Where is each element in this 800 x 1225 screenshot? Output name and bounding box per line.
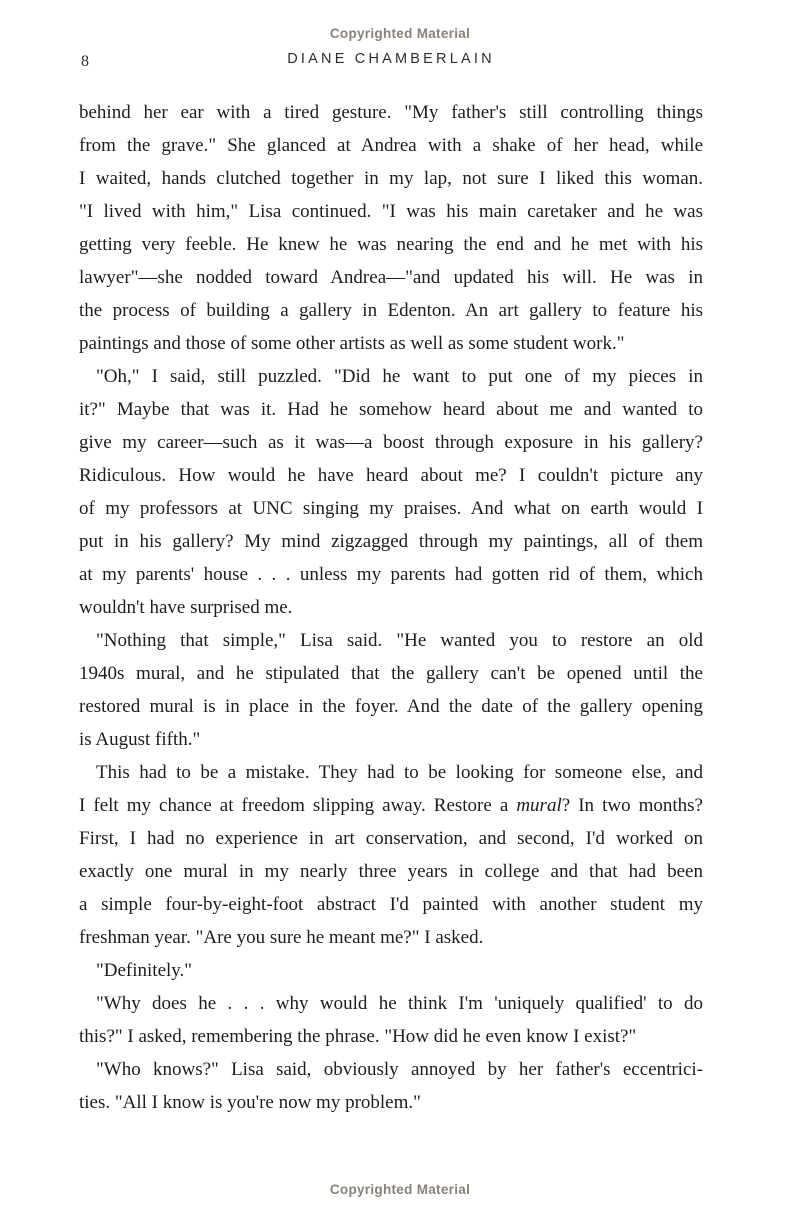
paragraph [79,987,703,1053]
body-text [79,96,703,1119]
paragraph [79,1053,703,1119]
body-line: First, I had no experience in art conservation, and second, I'd worked on [79,828,703,849]
body-line: exactly one mural in my nearly three years in college and that had been [79,861,703,882]
body-line: 1940s mural, and he stipulated that the gallery can't be opened until the [79,663,703,684]
body-line: it?" Maybe that was it. Had he somehow heard about me and wanted to [79,399,703,420]
text-segment: ? In two months? [561,795,703,816]
body-line: paintings and those of some other artists as well as some student work." [79,333,625,354]
paragraph [79,624,703,756]
body-line: give my career—such as it was—a boost through exposure in his gallery? [79,432,703,453]
body-line: behind her ear with a tired gesture. "My father's still controlling things [79,102,703,123]
body-line: "Oh," I said, still puzzled. "Did he want to put one of my pieces in [96,366,703,387]
paragraph [79,360,703,624]
body-line: of my professors at UNC singing my praises. And what on earth would I [79,498,703,519]
body-line: this?" I asked, remembering the phrase. "How did he even know I exist?" [79,1026,637,1047]
body-line: ties. "All I know is you're now my problem." [79,1092,421,1113]
body-line: getting very feeble. He knew he was nearing the end and he met with his [79,234,703,255]
body-line: This had to be a mistake. They had to be looking for someone else, and [96,762,703,783]
body-line: lawyer"—she nodded toward Andrea—"and updated his will. He was in [79,267,703,288]
body-line: a simple four-by-eight-foot abstract I'd painted with another student my [79,894,703,915]
body-line [79,789,703,822]
running-header-author: DIANE CHAMBERLAIN [287,51,495,67]
paragraph [79,96,703,360]
body-line: from the grave." She glanced at Andrea with a shake of her head, while [79,135,703,156]
body-line: is August fifth." [79,729,201,750]
body-line: "Who knows?" Lisa said, obviously annoyed by her father's eccentrici- [96,1059,703,1080]
body-line: "Why does he . . . why would he think I'm 'uniquely qualified' to do [96,993,703,1014]
body-line: restored mural is in place in the foyer. And the date of the gallery opening [79,696,703,717]
body-line: "Definitely." [96,960,193,981]
body-line: at my parents' house . . . unless my parents had gotten rid of them, which [79,564,703,585]
paragraph [79,954,703,987]
page-header [79,51,703,73]
body-line: I waited, hands clutched together in my lap, not sure I liked this woman. [79,168,703,189]
body-line: "Nothing that simple," Lisa said. "He wanted you to restore an old [96,630,703,651]
copyright-notice-bottom: Copyrighted Material [329,1182,471,1197]
text-segment: I felt my chance at freedom slipping away. Restore a [79,795,517,816]
body-line: Ridiculous. How would he have heard about me? I couldn't picture any [79,465,703,486]
body-line: put in his gallery? My mind zigzagged through my paintings, all of them [79,531,703,552]
body-line: the process of building a gallery in Edenton. An art gallery to feature his [79,300,703,321]
body-line: freshman year. "Are you sure he meant me?" I asked. [79,927,484,948]
italic-text: mural [516,795,562,816]
paragraph [79,756,703,954]
body-line: wouldn't have surprised me. [79,597,293,618]
body-line: "I lived with him," Lisa continued. "I was his main caretaker and he was [79,201,703,222]
page-number: 8 [81,53,89,70]
copyright-notice-top: Copyrighted Material [329,26,471,41]
